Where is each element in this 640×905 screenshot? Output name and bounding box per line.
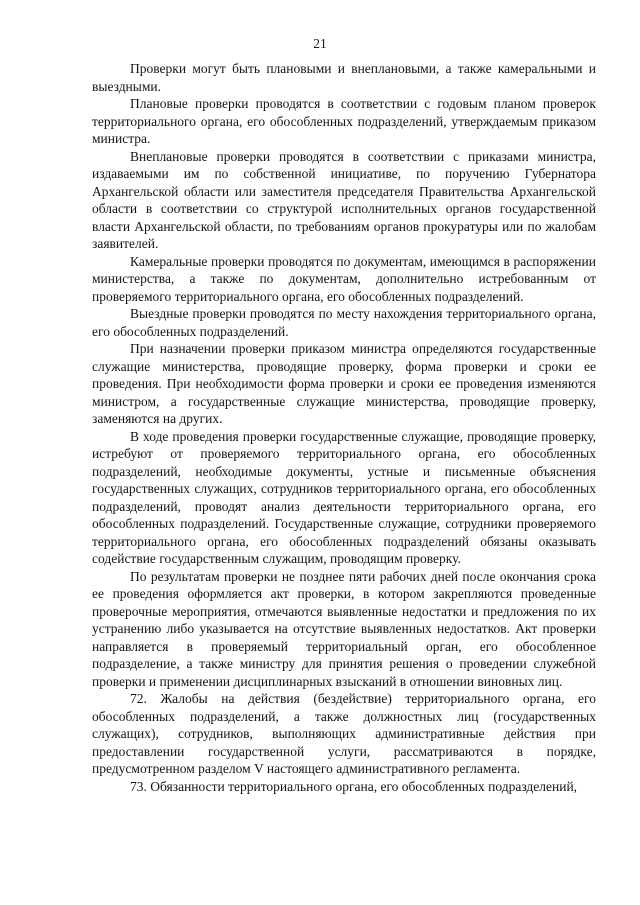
paragraph-inspection-types: Проверки могут быть плановыми и внеплановыми, а также камеральными и выездными. bbox=[92, 61, 596, 94]
paragraph-desk-inspections: Камеральные проверки проводятся по документам, имеющимся в распоряжении министерства, а также по документам, дополнительно истребованным от проверяемого территориального органа, его обособленных подразделений. bbox=[92, 253, 596, 304]
paragraph-field-inspections: Выездные проверки проводятся по месту нахождения территориального органа, его обособленных подразделений. bbox=[92, 306, 596, 339]
paragraph-unscheduled-inspections: Внеплановые проверки проводятся в соответствии с приказами министра, издаваемыми им по собственной инициативе, по поручению Губернатора Архангельской области или заместителя председателя Правительства Архангельской области в соответствии со структурой исполнительных органов государственной власти Архангельской области, по требованиям органов прокуратуры или по жалобам заявителей. bbox=[92, 148, 596, 251]
paragraph-clause-72: 72. Жалобы на действия (бездействие) территориального органа, его обособленных подразделений, а также должностных лиц (государственных служащих), сотрудников, выполняющих административные действия при предоставлении государственной услуги, рассматриваются в порядке, предусмотренном разделом V настоящего административного регламента. bbox=[92, 691, 596, 776]
paragraph-inspection-results: По результатам проверки не позднее пяти рабочих дней после окончания срока ее проведения оформляется акт проверки, в котором закрепляются проведенные проверочные мероприятия, отмечаются выявленные недостатки и предложения по их устранению либо указывается на отсутствие выявленных недостатков. Акт проверки направляется в проверяемый территориальный орган, его обособленное подразделение, а также министру для принятия решения о проведении служебной проверки и применении дисциплинарных взысканий в отношении виновных лиц. bbox=[92, 568, 596, 689]
document-body bbox=[92, 60, 596, 795]
paragraph-planned-inspections: Плановые проверки проводятся в соответствии с годовым планом проверок территориального органа, его обособленных подразделений, утверждаемым приказом министра. bbox=[92, 96, 596, 146]
page-number: 21 bbox=[313, 36, 327, 51]
paragraph-clause-73: 73. Обязанности территориального органа, его обособленных подразделений, bbox=[130, 778, 578, 794]
paragraph-inspection-process: В ходе проведения проверки государственные служащие, проводящие проверку, истребуют от проверяемого территориального органа, его обособленных подразделений, необходимые документы, устные и письменные объяснения государственных служащих, сотрудников территориального органа, его обособленных подразделений, проводят анализ деятельности территориального органа, его обособленных подразделений. Государственные служащие, сотрудники проверяемого территориального органа, его обособленных подразделений обязаны оказывать содействие государственным служащим, проводящим проверку. bbox=[92, 428, 596, 566]
paragraph-inspection-appointment: При назначении проверки приказом министра определяются государственные служащие министерства, проводящие проверку, форма проверки и сроки ее проведения. При необходимости форма проверки и сроки ее проведения изменяются министром, а государственные служащие министерства, проводящие проверку, заменяются на других. bbox=[92, 341, 596, 426]
